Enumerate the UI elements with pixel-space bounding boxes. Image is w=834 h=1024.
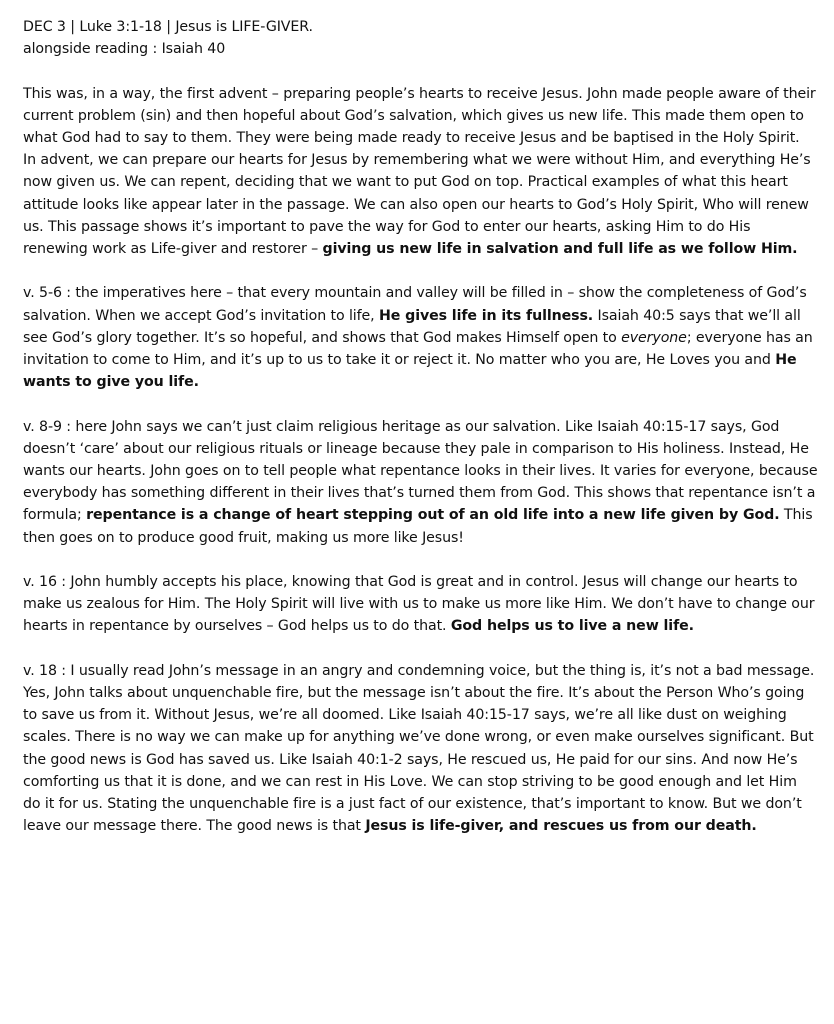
verse-text: Isaiah 40:5 says that we’ll all see God’s glory together. It’s so hopeful, and shows that God makes Himself open to (23, 307, 801, 346)
verse-emphasis: He wants to give you life. (23, 352, 797, 391)
verse-text: v. 8-9 : here John says we can’t just claim religious heritage as our salvation. Like Isaiah 40:15-17 says, God doesn’t ‘care’ about our religious rituals or lineage because they pale in comparison to His holiness. Instead, He wants our hearts. John goes on to tell people what repentance looks in their lives. It varies for everyone, because everybody has something different in their lives that’s turned them from God. This shows that repentance isn’t a formula; (23, 418, 818, 524)
verse-emphasis: He gives life in its fullness. (379, 307, 594, 324)
verse-16-paragraph (23, 571, 818, 638)
verse-text: v. 16 : John humbly accepts his place, knowing that God is great and in control. Jesus will change our hearts to make us zealous for Him. The Holy Spirit will live with us to make us more like Him. We don’t have to change our hearts in repentance by ourselves – God helps us to do that. (23, 574, 815, 635)
intro-emphasis: giving us new life in salvation and full life as we follow Him. (322, 241, 798, 258)
verse-text: v. 5-6 : the imperatives here – that every mountain and valley will be filled in – show the completeness of God’s salvation. When we accept God’s invitation to life, (23, 285, 807, 324)
document-title: DEC 3 | Luke 3:1-18 | Jesus is LIFE-GIVER. (23, 19, 313, 35)
spacer (23, 60, 818, 82)
verse-5-6-paragraph (23, 282, 818, 393)
verse-emphasis: God helps us to live a new life. (450, 618, 694, 635)
intro-paragraph-2 (23, 149, 818, 260)
verse-italic: everyone (621, 329, 687, 346)
spacer (23, 393, 818, 415)
devotional-document (23, 16, 818, 837)
intro-text: In advent, we can prepare our hearts for Jesus by remembering what we were without Him, and everything He’s now given us. We can repent, deciding that we want to put God on top. Practical examples of what this heart attitude looks like appear later in the passage. We can also open our hearts to God’s Holy Spirit, Who will renew us. This passage shows it’s important to pave the way for God to enter our hearts, asking Him to do His renewing work as Life-giver and restorer – (23, 152, 811, 258)
verse-emphasis: repentance is a change of heart stepping out of an old life into a new life given by God. (86, 507, 780, 524)
verse-18-paragraph (23, 660, 818, 838)
spacer (23, 549, 818, 571)
verse-8-9-paragraph (23, 416, 818, 549)
verse-text: This then goes on to produce good fruit, making us more like Jesus! (23, 507, 813, 546)
spacer (23, 638, 818, 660)
intro-paragraph-1 (23, 83, 818, 150)
verse-text: ; everyone has an invitation to come to Him, and it’s up to us to take it or reject it. No matter who you are, He Loves you and (23, 329, 813, 369)
alongside-reading: alongside reading : Isaiah 40 (23, 41, 226, 58)
intro-text: This was, in a way, the first advent – preparing people’s hearts to receive Jesus. John made people aware of their current problem (sin) and then hopeful about God’s salvation, which gives us new life. This made them open to what God had to say to them. They were being made ready to receive Jesus and be baptised in the Holy Spirit. (23, 85, 816, 146)
verse-text: v. 18 : I usually read John’s message in an angry and condemning voice, but the thing is, it’s not a bad message. Yes, John talks about unquenchable fire, but the message isn’t about the fire. It’s about the Person Who’s going to save us from it. Without Jesus, we’re all doomed. Like Isaiah 40:15-17 says, we’re all like dust on weighing scales. There is no way we can make up for anything we’ve done wrong, or even make ourselves significant. But the good news is God has saved us. Like Isaiah 40:1-2 says, He rescued us, He paid for our sins. And now He’s comforting us that it is done, and we can rest in His Love. We can stop striving to be good enough and let Him do it for us. Stating the unquenchable fire is a just fact of our existence, that’s important to know. But we don’t leave our message there. The good news is that (23, 662, 815, 835)
spacer (23, 260, 818, 282)
verse-emphasis: Jesus is life-giver, and rescues us from our death. (365, 818, 757, 835)
